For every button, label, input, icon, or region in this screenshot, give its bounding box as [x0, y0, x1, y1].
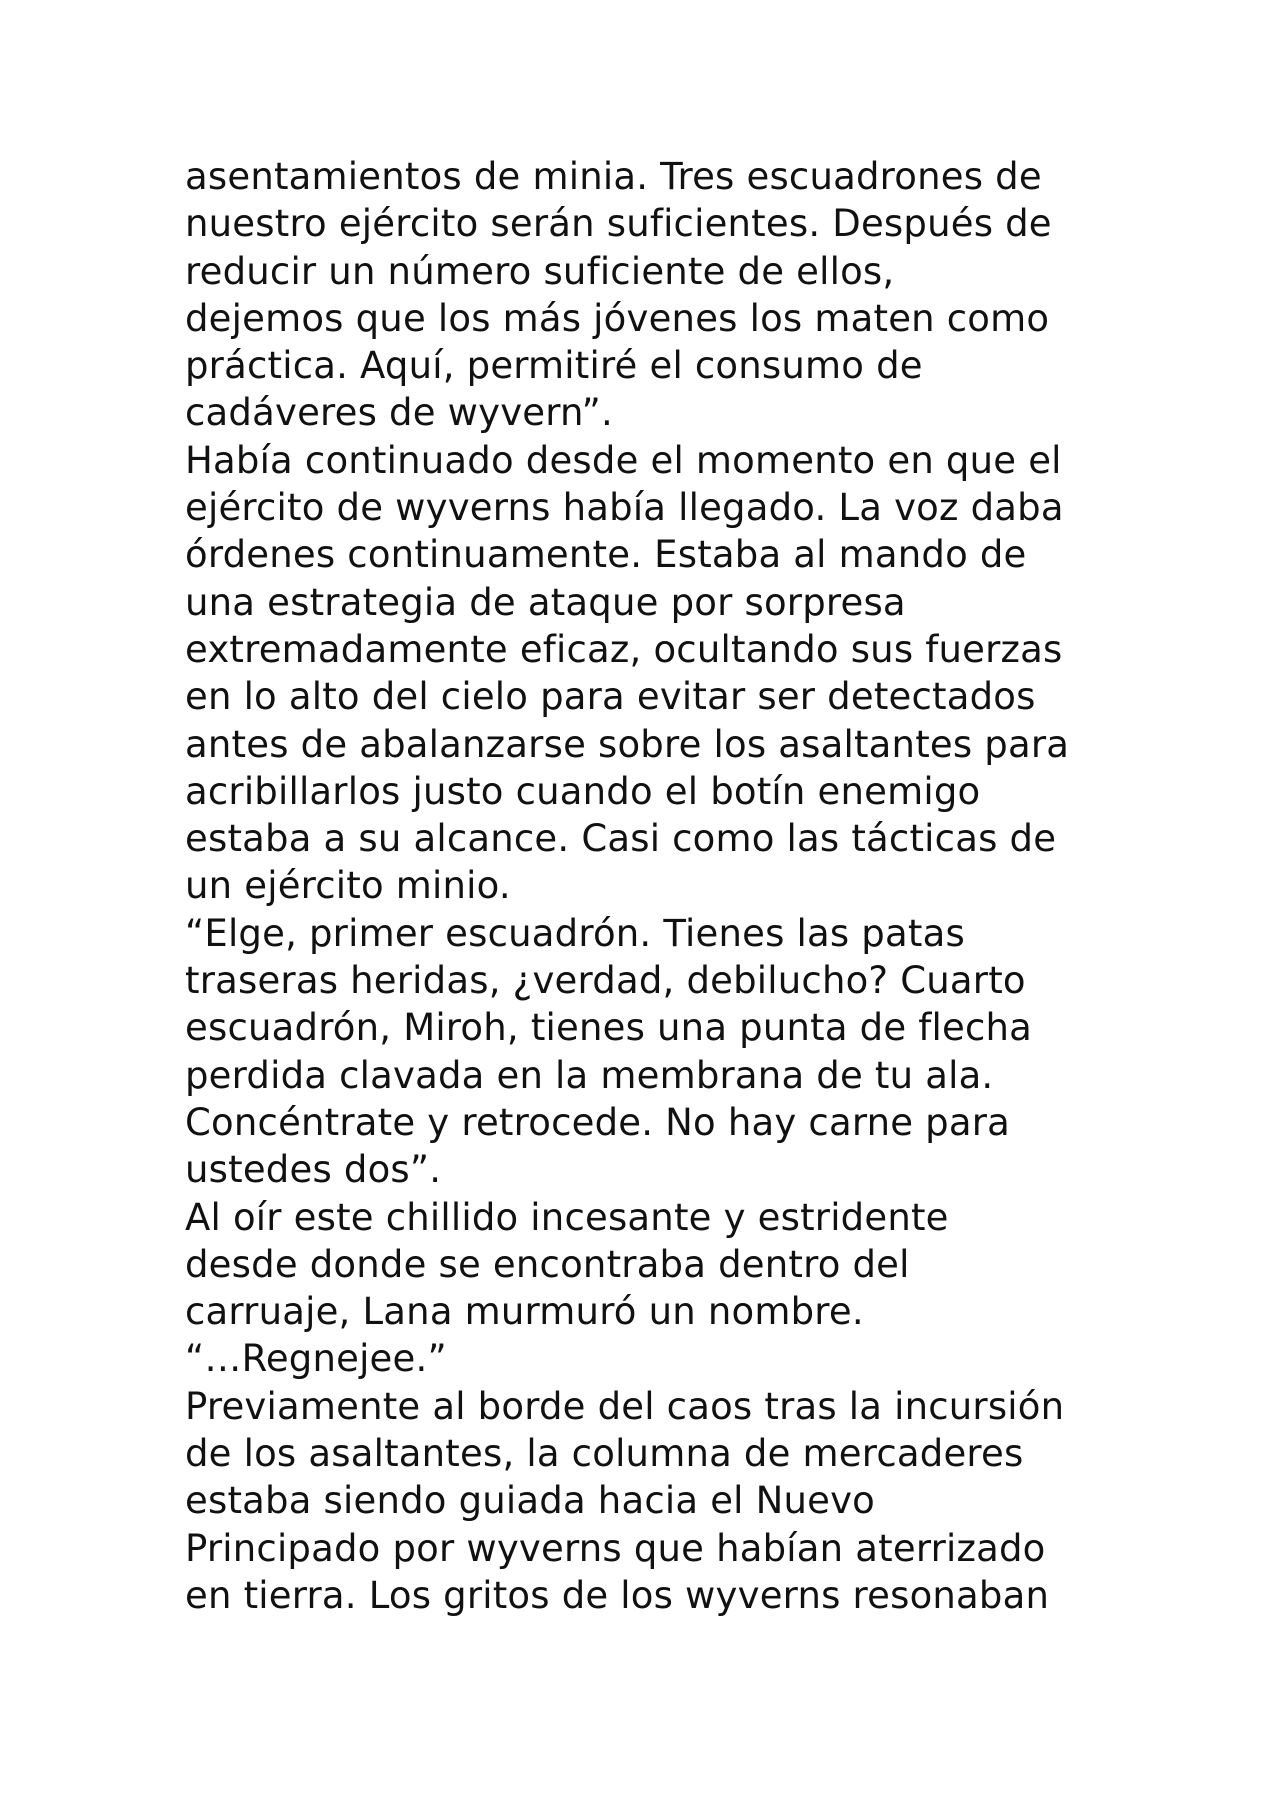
text-line: en lo alto del cielo para evitar ser detectados — [185, 675, 1036, 719]
text-line: ejército de wyverns había llegado. La voz daba — [185, 486, 1064, 530]
text-line: práctica. Aquí, permitiré el consumo de — [185, 344, 923, 388]
text-line: Al oír este chillido incesante y estridente — [185, 1195, 949, 1239]
text-line: Previamente al borde del caos tras la incursión — [185, 1384, 1065, 1428]
text-line: de los asaltantes, la columna de mercaderes — [185, 1432, 1024, 1476]
text-line: órdenes continuamente. Estaba al mando de — [185, 533, 1027, 577]
text-line: cadáveres de wyvern”. — [185, 391, 613, 435]
text-line: perdida clavada en la membrana de tu ala. — [185, 1053, 994, 1097]
text-line: carruaje, Lana murmuró un nombre. — [185, 1290, 864, 1334]
text-line: extremadamente eficaz, ocultando sus fuerzas — [185, 627, 1063, 671]
text-line: desde donde se encontraba dentro del — [185, 1242, 910, 1286]
text-line: estaba siendo guiada hacia el Nuevo — [185, 1479, 876, 1523]
text-line: traseras heridas, ¿verdad, debilucho? Cuarto — [185, 959, 1026, 1003]
text-line: acribillarlos justo cuando el botín enemigo — [185, 769, 981, 813]
text-line: Concéntrate y retrocede. No hay carne para — [185, 1100, 1011, 1144]
text-line: escuadrón, Miroh, tienes una punta de flecha — [185, 1006, 1033, 1050]
text-line: reducir un número suficiente de ellos, — [185, 249, 895, 293]
text-line: un ejército minio. — [185, 864, 511, 908]
text-line: una estrategia de ataque por sorpresa — [185, 580, 906, 624]
body-text — [185, 153, 1145, 1619]
text-line: Principado por wyverns que habían aterrizado — [185, 1526, 1046, 1570]
text-line: antes de abalanzarse sobre los asaltantes para — [185, 722, 1070, 766]
text-line: dejemos que los más jóvenes los maten como — [185, 296, 1050, 340]
text-line: ustedes dos”. — [185, 1148, 442, 1192]
text-line: nuestro ejército serán suficientes. Después de — [185, 202, 1052, 246]
text-line: “Elge, primer escuadrón. Tienes las patas — [185, 911, 965, 955]
text-line: estaba a su alcance. Casi como las tácticas de — [185, 817, 1057, 861]
text-line: Había continuado desde el momento en que el — [185, 438, 1062, 482]
text-line: “…Regnejee.” — [185, 1337, 447, 1381]
text-line: asentamientos de minia. Tres escuadrones de — [185, 155, 1042, 198]
text-line: en tierra. Los gritos de los wyverns resonaban — [185, 1573, 1050, 1617]
